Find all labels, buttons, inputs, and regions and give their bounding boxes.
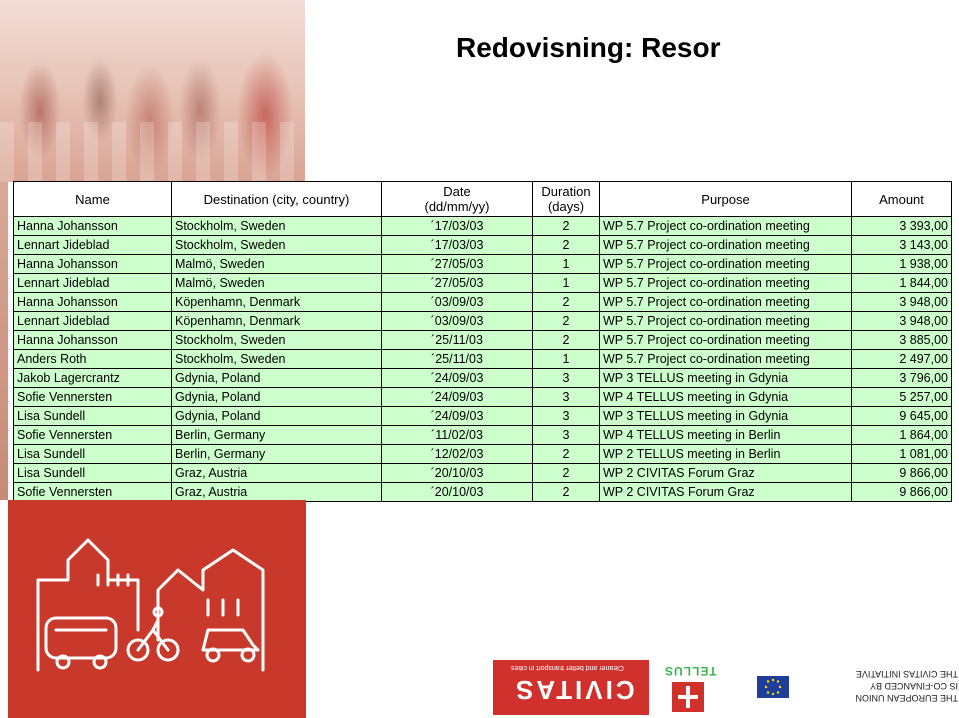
cell-amount: 1 864,00 (852, 426, 952, 445)
cell-duration: 2 (533, 483, 600, 502)
cell-amount: 3 393,00 (852, 217, 952, 236)
table-row (14, 217, 952, 236)
cell-name: Jakob Lagercrantz (14, 369, 172, 388)
cell-purpose: WP 3 TELLUS meeting in Gdynia (600, 369, 852, 388)
cell-purpose: WP 5.7 Project co-ordination meeting (600, 293, 852, 312)
cell-date: ´20/10/03 (382, 464, 533, 483)
table-row (14, 445, 952, 464)
header-photo (0, 0, 305, 182)
cell-name: Hanna Johansson (14, 331, 172, 350)
table-row (14, 236, 952, 255)
cell-purpose: WP 5.7 Project co-ordination meeting (600, 350, 852, 369)
cell-date: ´24/09/03 (382, 369, 533, 388)
tellus-wordmark: TELLUS (664, 664, 717, 678)
cell-duration: 2 (533, 445, 600, 464)
cell-duration: 1 (533, 350, 600, 369)
cell-purpose: WP 2 CIVITAS Forum Graz (600, 483, 852, 502)
cell-date: ´12/02/03 (382, 445, 533, 464)
cell-date: ´25/11/03 (382, 331, 533, 350)
cell-date: ´11/02/03 (382, 426, 533, 445)
table-row (14, 407, 952, 426)
tellus-icon (660, 660, 716, 716)
cell-destination: Berlin, Germany (172, 426, 382, 445)
cell-destination: Stockholm, Sweden (172, 217, 382, 236)
eu-cofinance-text (800, 668, 958, 704)
building-outline-right (158, 550, 263, 670)
cell-amount: 1 938,00 (852, 255, 952, 274)
cell-date: ´27/05/03 (382, 274, 533, 293)
table-row (14, 350, 952, 369)
cell-date: ´03/09/03 (382, 293, 533, 312)
cell-destination: Gdynia, Poland (172, 407, 382, 426)
civitas-logo (493, 660, 649, 715)
cell-duration: 2 (533, 464, 600, 483)
city-illustration-panel (8, 500, 306, 718)
cell-name: Lisa Sundell (14, 464, 172, 483)
table-row (14, 255, 952, 274)
cell-name: Hanna Johansson (14, 255, 172, 274)
table-row (14, 464, 952, 483)
cell-duration: 3 (533, 369, 600, 388)
cell-destination: Graz, Austria (172, 464, 382, 483)
page-title: Redovisning: Resor (456, 32, 721, 63)
cell-duration: 2 (533, 236, 600, 255)
cell-date: ´24/09/03 (382, 388, 533, 407)
cell-amount: 2 497,00 (852, 350, 952, 369)
cell-date: ´25/11/03 (382, 350, 533, 369)
cell-amount: 9 866,00 (852, 464, 952, 483)
cell-name: Sofie Vennersten (14, 426, 172, 445)
cell-destination: Stockholm, Sweden (172, 236, 382, 255)
cell-purpose: WP 4 TELLUS meeting in Berlin (600, 426, 852, 445)
table-row (14, 426, 952, 445)
building-outline-left (38, 540, 138, 670)
cell-duration: 3 (533, 388, 600, 407)
cell-duration: 1 (533, 255, 600, 274)
cell-duration: 3 (533, 407, 600, 426)
cell-purpose: WP 2 TELLUS meeting in Berlin (600, 445, 852, 464)
cell-duration: 2 (533, 217, 600, 236)
tellus-logo (660, 660, 716, 716)
cell-destination: Gdynia, Poland (172, 388, 382, 407)
cell-purpose: WP 5.7 Project co-ordination meeting (600, 331, 852, 350)
cell-name: Hanna Johansson (14, 293, 172, 312)
cell-destination: Malmö, Sweden (172, 274, 382, 293)
cell-duration: 2 (533, 331, 600, 350)
header-duration: Duration (days) (533, 182, 600, 217)
cell-date: ´20/10/03 (382, 483, 533, 502)
cell-date: ´03/09/03 (382, 312, 533, 331)
side-photo-strip (0, 182, 8, 500)
cell-name: Sofie Vennersten (14, 388, 172, 407)
cell-name: Hanna Johansson (14, 217, 172, 236)
travel-table (13, 181, 952, 502)
table-row (14, 274, 952, 293)
cell-destination: Köpenhamn, Denmark (172, 312, 382, 331)
table-header-row (14, 182, 952, 217)
cell-duration: 1 (533, 274, 600, 293)
civitas-tagline: Cleaner and better transport in cities (511, 664, 624, 671)
cell-purpose: WP 5.7 Project co-ordination meeting (600, 312, 852, 331)
cell-name: Anders Roth (14, 350, 172, 369)
header-date: Date (dd/mm/yy) (382, 182, 533, 217)
cell-amount: 9 645,00 (852, 407, 952, 426)
cell-duration: 2 (533, 293, 600, 312)
cell-purpose: WP 3 TELLUS meeting in Gdynia (600, 407, 852, 426)
cell-duration: 2 (533, 312, 600, 331)
eu-text-line2: IS CO-FINANCED BY (869, 681, 958, 691)
table-row (14, 293, 952, 312)
cell-purpose: WP 5.7 Project co-ordination meeting (600, 236, 852, 255)
cell-date: ´17/03/03 (382, 236, 533, 255)
cell-purpose: WP 5.7 Project co-ordination meeting (600, 274, 852, 293)
header-purpose: Purpose (600, 182, 852, 217)
cell-amount: 9 866,00 (852, 483, 952, 502)
table-row (14, 312, 952, 331)
cell-purpose: WP 2 CIVITAS Forum Graz (600, 464, 852, 483)
cell-purpose: WP 5.7 Project co-ordination meeting (600, 217, 852, 236)
cell-name: Lisa Sundell (14, 407, 172, 426)
cell-name: Lennart Jideblad (14, 236, 172, 255)
table-row (14, 331, 952, 350)
cell-destination: Köpenhamn, Denmark (172, 293, 382, 312)
cell-destination: Gdynia, Poland (172, 369, 382, 388)
civitas-wordmark: CIVITAS (513, 675, 635, 705)
cell-amount: 1 844,00 (852, 274, 952, 293)
cell-amount: 3 948,00 (852, 293, 952, 312)
cell-amount: 3 796,00 (852, 369, 952, 388)
table-row (14, 388, 952, 407)
cell-amount: 3 885,00 (852, 331, 952, 350)
cell-amount: 1 081,00 (852, 445, 952, 464)
header-name: Name (14, 182, 172, 217)
cell-date: ´17/03/03 (382, 217, 533, 236)
cell-destination: Berlin, Germany (172, 445, 382, 464)
cell-destination: Graz, Austria (172, 483, 382, 502)
table-row (14, 483, 952, 502)
cell-name: Lennart Jideblad (14, 312, 172, 331)
cell-date: ´24/09/03 (382, 407, 533, 426)
cell-amount: 3 948,00 (852, 312, 952, 331)
cell-name: Lisa Sundell (14, 445, 172, 464)
cell-name: Sofie Vennersten (14, 483, 172, 502)
cell-name: Lennart Jideblad (14, 274, 172, 293)
cell-destination: Malmö, Sweden (172, 255, 382, 274)
eu-text-line1: THE CIVITAS INITIATIVE (855, 669, 958, 679)
cell-duration: 3 (533, 426, 600, 445)
header-amount: Amount (852, 182, 952, 217)
cell-destination: Stockholm, Sweden (172, 331, 382, 350)
eu-text-line3: THE EUROPEAN UNION (855, 693, 958, 703)
cell-date: ´27/05/03 (382, 255, 533, 274)
eu-flag-icon (757, 676, 789, 698)
cell-amount: 5 257,00 (852, 388, 952, 407)
cell-amount: 3 143,00 (852, 236, 952, 255)
table-row (14, 369, 952, 388)
cell-destination: Stockholm, Sweden (172, 350, 382, 369)
city-illustration (8, 500, 306, 718)
header-destination: Destination (city, country) (172, 182, 382, 217)
cell-purpose: WP 5.7 Project co-ordination meeting (600, 255, 852, 274)
cell-purpose: WP 4 TELLUS meeting in Gdynia (600, 388, 852, 407)
